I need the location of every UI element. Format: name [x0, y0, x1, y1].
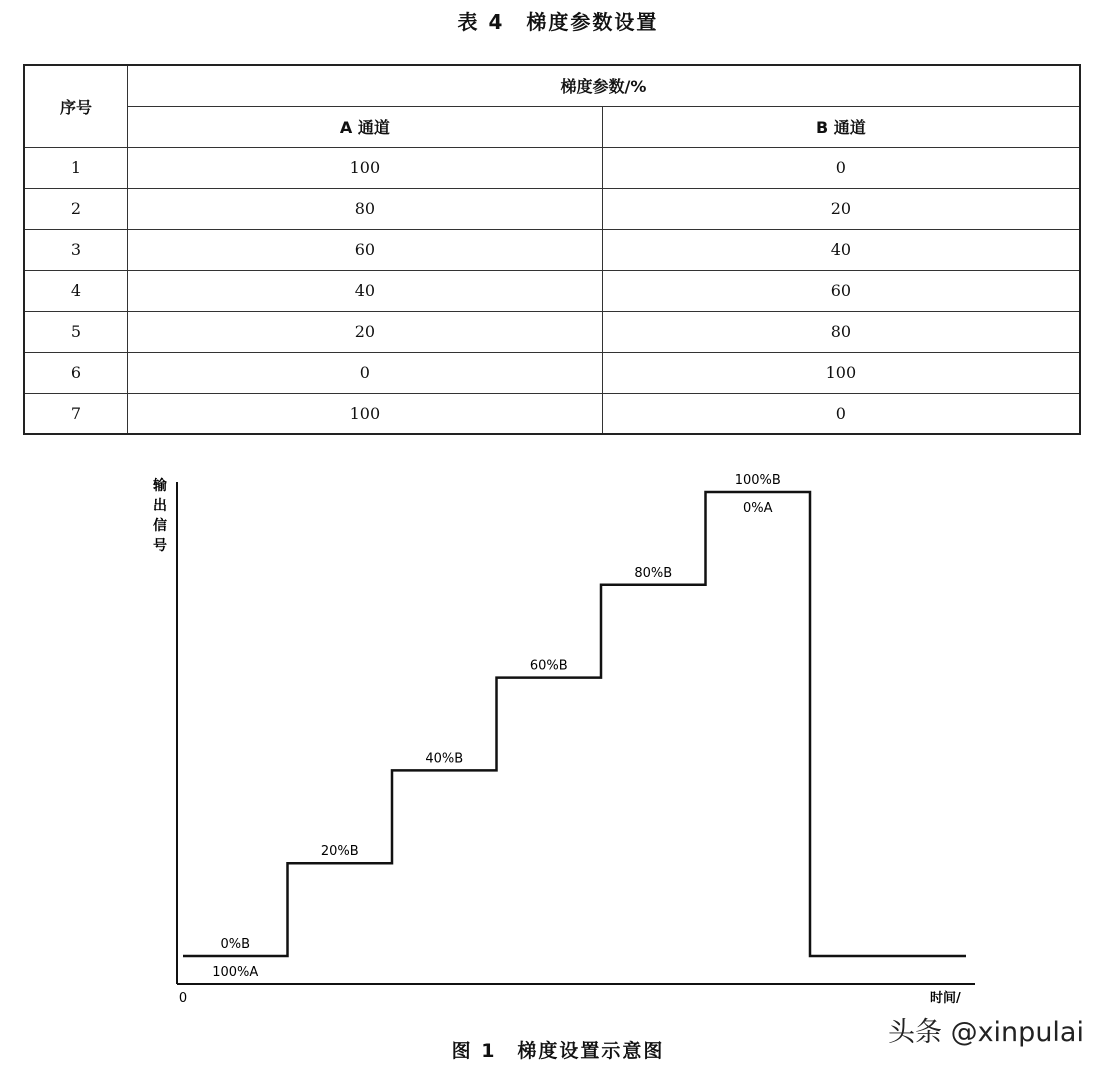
step-label-top: 20%B	[320, 844, 359, 860]
cell-seq: 5	[24, 311, 128, 352]
header-channel-a: A 通道	[128, 106, 603, 147]
cell-b: 80	[602, 311, 1080, 352]
cell-seq: 3	[24, 229, 128, 270]
cell-seq: 7	[24, 393, 128, 434]
step-label-top: 40%B	[425, 751, 464, 767]
watermark: 头条 @xinpulai	[888, 1017, 1084, 1048]
x-axis-label: 时间/	[930, 991, 961, 1006]
step-series-line	[183, 492, 966, 956]
step-label-top: 60%B	[529, 658, 568, 674]
cell-b: 100	[602, 352, 1080, 393]
table-row	[24, 352, 1080, 393]
cell-seq: 6	[24, 352, 128, 393]
table-row	[24, 188, 1080, 229]
step-label-top: 80%B	[634, 565, 673, 581]
header-group: 梯度参数/%	[128, 65, 1081, 106]
cell-b: 40	[602, 229, 1080, 270]
table-row	[24, 147, 1080, 188]
table-row	[24, 311, 1080, 352]
step-label-top: 100%B	[734, 473, 781, 488]
cell-a: 20	[128, 311, 603, 352]
header-seq: 序号	[24, 65, 128, 147]
gradient-step-chart	[0, 462, 1116, 1022]
figure-caption: 图 1 梯度设置示意图	[451, 1040, 665, 1062]
cell-seq: 4	[24, 270, 128, 311]
step-label-bottom: 100%A	[212, 965, 259, 980]
step-label-bottom: 0%A	[742, 501, 773, 516]
step-label-top: 0%B	[220, 937, 251, 952]
cell-b: 0	[602, 147, 1080, 188]
cell-seq: 1	[24, 147, 128, 188]
table-row	[24, 229, 1080, 270]
header-channel-b: B 通道	[602, 106, 1080, 147]
table-row	[24, 393, 1080, 434]
cell-b: 0	[602, 393, 1080, 434]
cell-a: 100	[128, 147, 603, 188]
cell-a: 0	[128, 352, 603, 393]
origin-label: 0	[178, 991, 188, 1006]
cell-seq: 2	[24, 188, 128, 229]
cell-a: 60	[128, 229, 603, 270]
cell-a: 40	[128, 270, 603, 311]
gradient-parameter-table	[23, 64, 1081, 435]
cell-a: 80	[128, 188, 603, 229]
cell-b: 60	[602, 270, 1080, 311]
chart-canvas	[0, 462, 1116, 1022]
table-row	[24, 270, 1080, 311]
cell-a: 100	[128, 393, 603, 434]
table-title: 表 4 梯度参数设置	[457, 10, 659, 34]
y-axis-label: 输出信号	[153, 478, 167, 554]
cell-b: 20	[602, 188, 1080, 229]
